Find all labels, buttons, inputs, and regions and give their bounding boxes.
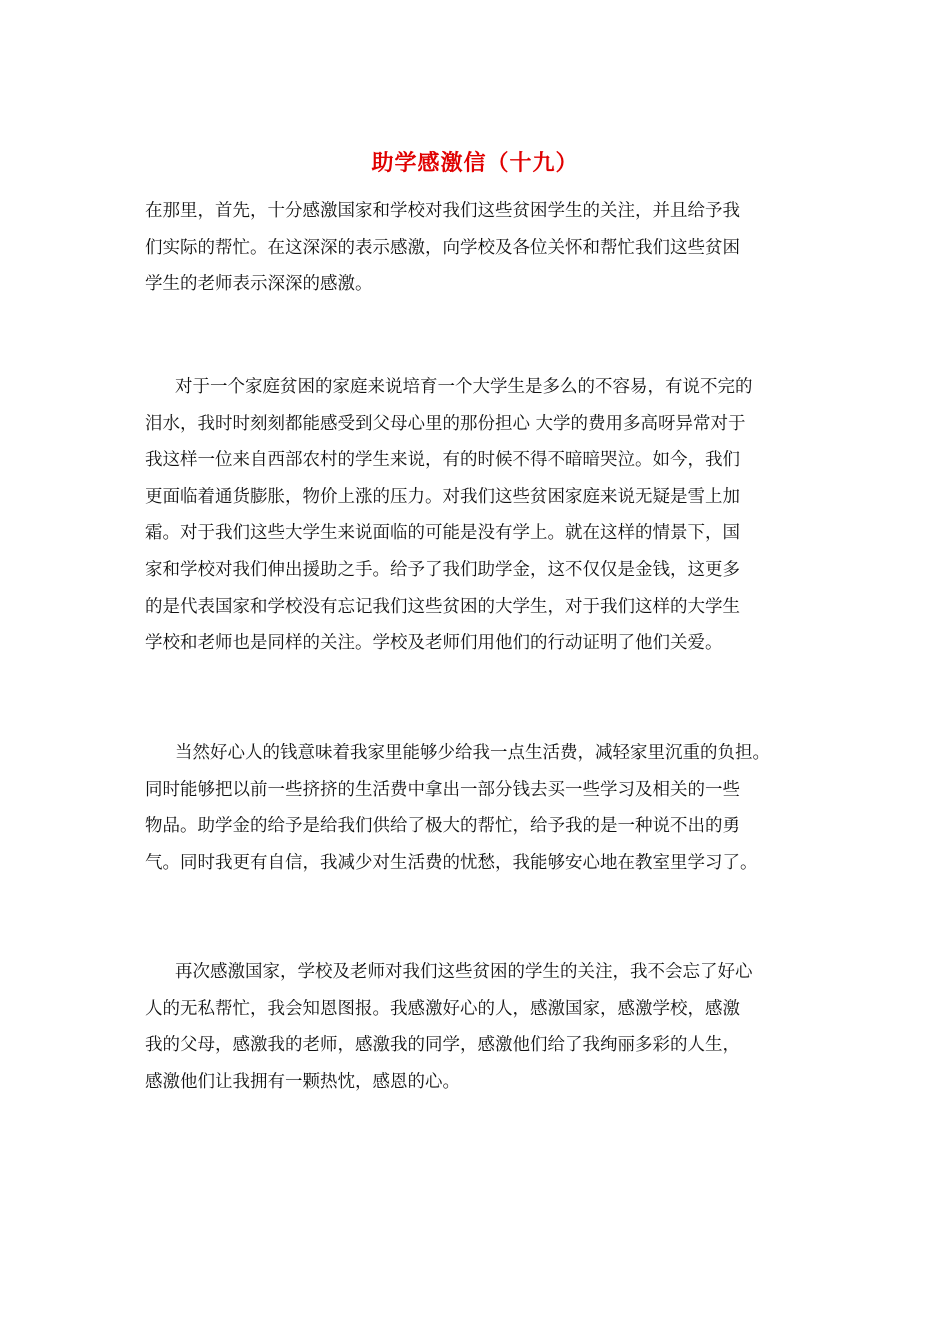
- document-title: 助学感激信（十九）: [371, 150, 579, 176]
- paragraph-line: 更面临着通货膨胀，物价上涨的压力。对我们这些贫困家庭来说无疑是雪上加: [145, 486, 740, 507]
- paragraph-line: 学校和老师也是同样的关注。学校及老师们用他们的行动证明了他们关爱。: [145, 633, 723, 654]
- paragraph-line: 物品。助学金的给予是给我们供给了极大的帮忙，给予我的是一种说不出的勇: [145, 816, 740, 837]
- paragraph-line: 我的父母，感激我的老师，感激我的同学，感激他们给了我绚丽多彩的人生，: [145, 1035, 740, 1056]
- paragraph-line: 霜。对于我们这些大学生来说面临的可能是没有学上。就在这样的情景下，国: [145, 523, 740, 544]
- paragraph-line: 们实际的帮忙。在这深深的表示感激，向学校及各位关怀和帮忙我们这些贫困: [145, 237, 740, 258]
- paragraph-line: 人的无私帮忙，我会知恩图报。我感激好心的人，感激国家，感激学校，感激: [145, 998, 740, 1019]
- paragraph-line: 再次感激国家，学校及老师对我们这些贫困的学生的关注，我不会忘了好心: [175, 962, 753, 982]
- paragraph-line: 同时能够把以前一些挤挤的生活费中拿出一部分钱去买一些学习及相关的一些: [145, 779, 740, 800]
- paragraph-1: [145, 193, 815, 303]
- paragraph-line: 当然好心人的钱意味着我家里能够少给我一点生活费，减轻家里沉重的负担。: [175, 743, 770, 763]
- paragraph-line: 学生的老师表示深深的感激。: [145, 274, 373, 295]
- paragraph-2: [145, 369, 815, 662]
- paragraph-line: 泪水，我时时刻刻都能感受到父母心里的那份担心 大学的费用多高呀异常对于: [145, 413, 746, 434]
- paragraph-3: [145, 735, 815, 881]
- paragraph-line: 对于一个家庭贫困的家庭来说培育一个大学生是多么的不容易，有说不完的: [175, 377, 753, 397]
- paragraph-line: 我这样一位来自西部农村的学生来说，有的时候不得不暗暗哭泣。如今，我们: [145, 450, 740, 471]
- paragraph-line: 的是代表国家和学校没有忘记我们这些贫困的大学生，对于我们这样的大学生: [145, 596, 740, 617]
- paragraph-4: [145, 954, 815, 1100]
- paragraph-line: 气。同时我更有自信，我减少对生活费的忧愁，我能够安心地在教室里学习了。: [145, 852, 758, 873]
- paragraph-line: 在那里，首先，十分感激国家和学校对我们这些贫困学生的关注，并且给予我: [145, 201, 740, 221]
- paragraph-line: 家和学校对我们伸出援助之手。给予了我们助学金，这不仅仅是金钱，这更多: [145, 559, 740, 580]
- paragraph-line: 感激他们让我拥有一颗热忱，感恩的心。: [145, 1071, 460, 1092]
